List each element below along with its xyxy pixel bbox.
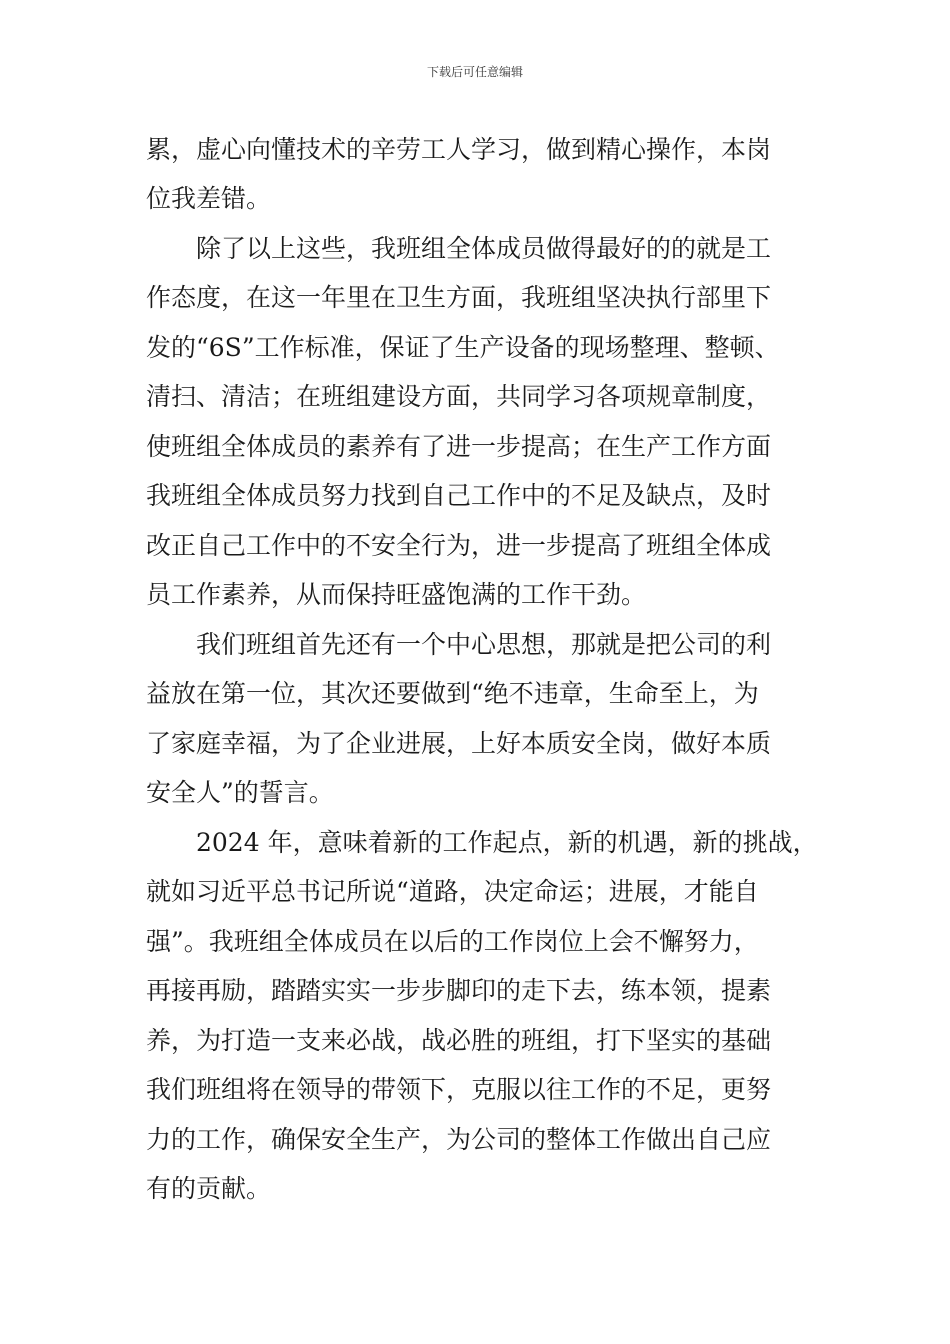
text-line: 累，虚心向懂技术的辛劳工人学习，做到精心操作，本岗: [146, 135, 772, 164]
text-line: 力的工作，确保安全生产，为公司的整体工作做出自己应: [146, 1125, 772, 1154]
text-line: 发的“6S”工作标准，保证了生产设备的现场整理、整顿、: [146, 333, 780, 362]
text-line: 了家庭幸福，为了企业进展，上好本质安全岗，做好本质: [146, 729, 772, 758]
text-line: 员工作素养，从而保持旺盛饱满的工作干劲。: [146, 580, 647, 609]
paragraph-start-line: 除了以上这些，我班组全体成员做得最好的的就是工: [196, 234, 772, 263]
text-line: 位我差错。: [146, 184, 272, 213]
page-header: 下载后可任意编辑: [426, 65, 523, 79]
text-line: 有的贡献。: [146, 1174, 272, 1203]
text-line: 作态度，在这一年里在卫生方面，我班组坚决执行部里下: [146, 283, 772, 312]
text-line: 益放在第一位，其次还要做到“绝不违章，生命至上，为: [146, 679, 759, 708]
paragraph-start-line: 2024 年，意味着新的工作起点，新的机遇，新的挑战，: [196, 828, 818, 857]
text-line: 使班组全体成员的素养有了进一步提高；在生产工作方面: [146, 432, 772, 461]
text-line: 我们班组将在领导的带领下，克服以往工作的不足，更努: [146, 1075, 772, 1104]
paragraph-start-line: 我们班组首先还有一个中心思想，那就是把公司的利: [196, 630, 772, 659]
text-line: 再接再励，踏踏实实一步步脚印的走下去，练本领，提素: [146, 976, 772, 1005]
text-line: 清扫、清洁；在班组建设方面，共同学习各项规章制度，: [146, 382, 772, 411]
text-line: 安全人”的誓言。: [146, 778, 334, 807]
text-line: 养，为打造一支来必战，战必胜的班组，打下坚实的基础: [146, 1026, 772, 1055]
text-line: 改正自己工作中的不安全行为，进一步提高了班组全体成: [146, 531, 772, 560]
text-line: 就如习近平总书记所说“道路，决定命运；进展，才能自: [146, 877, 759, 906]
text-line: 我班组全体成员努力找到自己工作中的不足及缺点，及时: [146, 481, 772, 510]
text-line: 强”。我班组全体成员在以后的工作岗位上会不懈努力，: [146, 927, 759, 956]
